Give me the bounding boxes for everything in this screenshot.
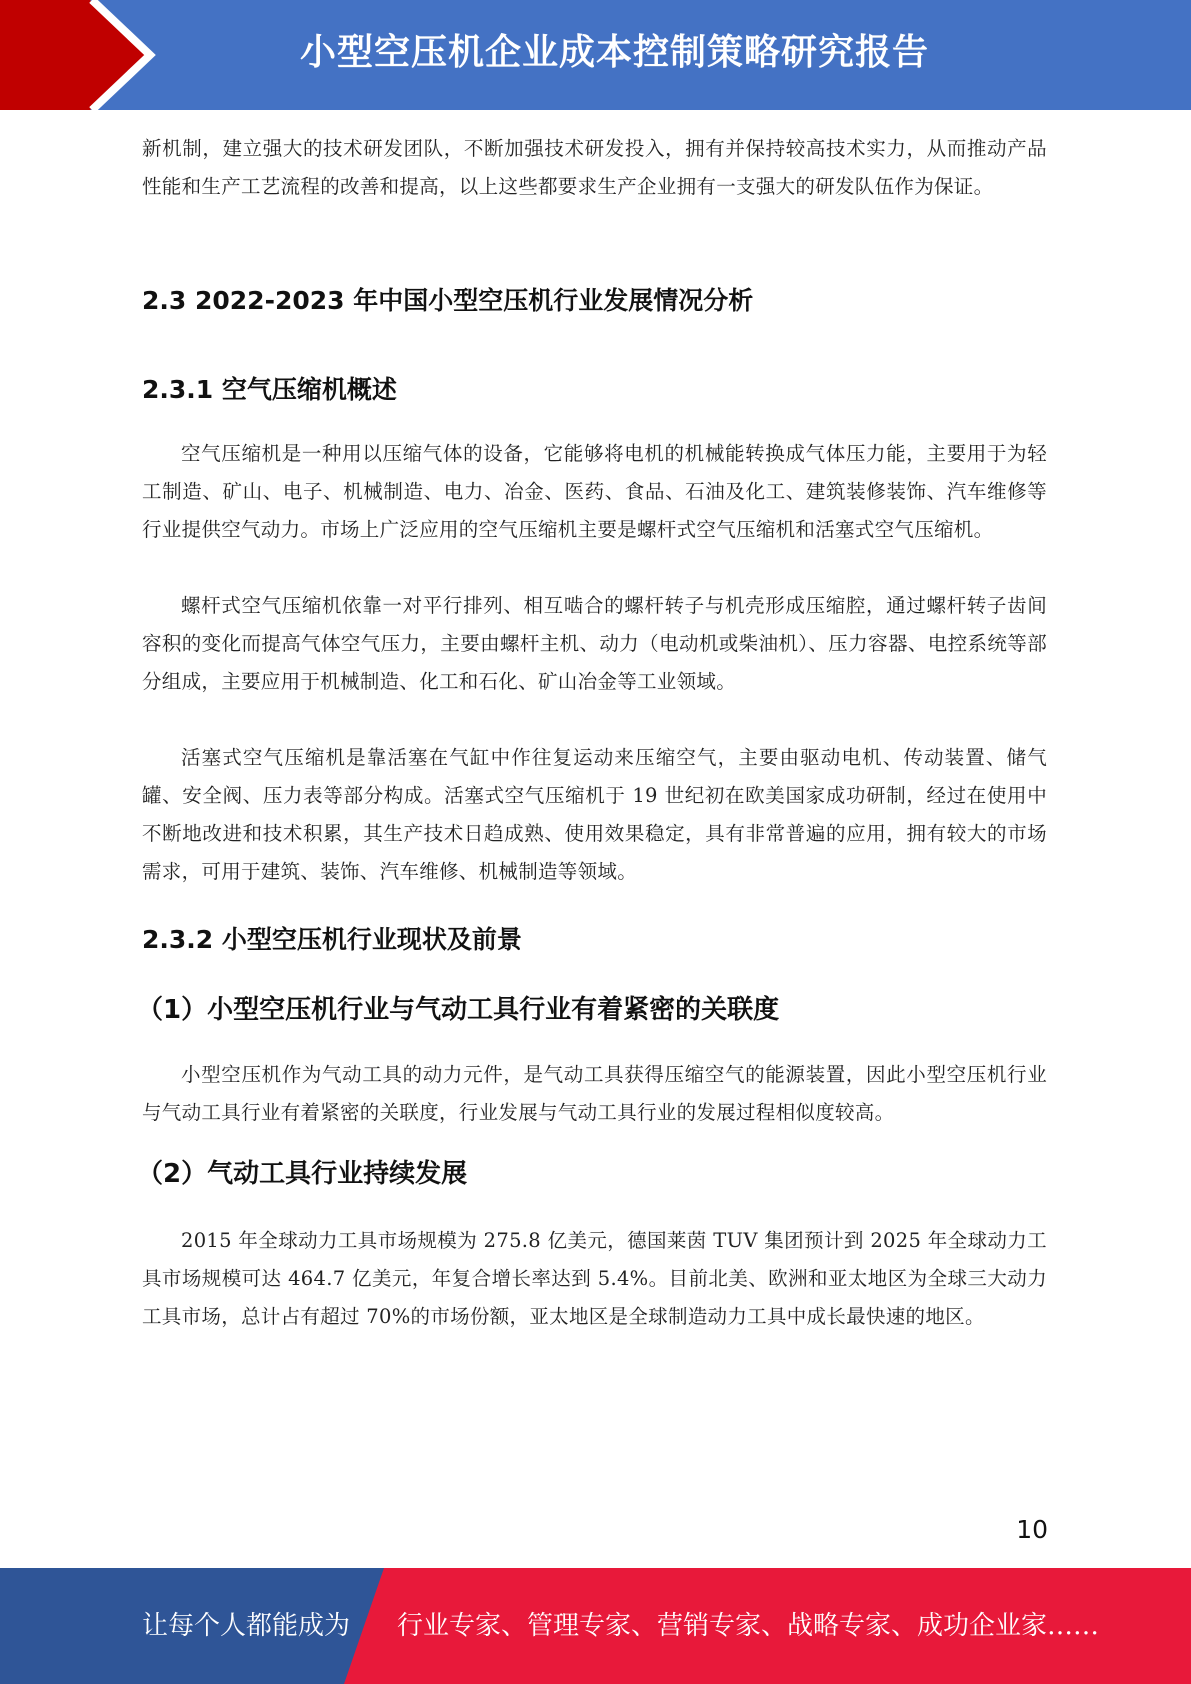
- paragraph-air-compressor-overview: 空气压缩机是一种用以压缩气体的设备，它能够将电机的机械能转换成气体压力能，主要用于为轻工制造、矿山、电子、机械制造、电力、冶金、医药、食品、石油及化工、建筑装修装饰、汽车维修等行业提供空气动力。市场上广泛应用的空气压缩机主要是螺杆式空气压缩机和活塞式空气压缩机。: [142, 442, 1047, 541]
- subheading-pneumatic-tools: （2）气动工具行业持续发展: [137, 1159, 468, 1189]
- page-header: [0, 0, 1191, 110]
- paragraph-piston-compressor: 活塞式空气压缩机是靠活塞在气缸中作往复运动来压缩空气，主要由驱动电机、传动装置、储气罐、安全阀、压力表等部分构成。活塞式空气压缩机于 19 世纪初在欧美国家成功研制，经过在使用中不断地改进和技术积累，其生产技术日趋成熟、使用效果稳定，具有非常普遍的应用，拥有较大的市场需求，可用于建筑、装饰、汽车维修、机械制造等领域。: [142, 746, 1047, 883]
- intro-paragraph: 新机制，建立强大的技术研发团队，不断加强技术研发投入，拥有并保持较高技术实力，从而推动产品性能和生产工艺流程的改善和提高，以上这些都要求生产企业拥有一支强大的研发队伍作为保证。: [142, 137, 1047, 198]
- page-content: [137, 130, 1047, 1336]
- section-heading-2-3: 2.3 2022-2023 年中国小型空压机行业发展情况分析: [142, 286, 754, 315]
- section-heading-2-3-2: 2.3.2 小型空压机行业现状及前景: [142, 925, 522, 954]
- paragraph-market-size: 2015 年全球动力工具市场规模为 275.8 亿美元，德国莱茵 TUV 集团预计到 2025 年全球动力工具市场规模可达 464.7 亿美元，年复合增长率达到 5.4%。目前北美、欧洲和亚太地区为全球三大动力工具市场，总计占有超过 70%的市场份额，亚太地区是全球制造动力工具中成长最快速的地区。: [142, 1229, 1047, 1328]
- footer-roles: 行业专家、管理专家、营销专家、战略专家、成功企业家……: [397, 1611, 1100, 1641]
- footer-slogan: 让每个人都能成为: [142, 1611, 351, 1641]
- paragraph-correlation: 小型空压机作为气动工具的动力元件，是气动工具获得压缩空气的能源装置，因此小型空压机行业与气动工具行业有着紧密的关联度，行业发展与气动工具行业的发展过程相似度较高。: [142, 1063, 1047, 1124]
- header-title: 小型空压机企业成本控制策略研究报告: [300, 32, 930, 73]
- section-heading-2-3-1: 2.3.1 空气压缩机概述: [142, 375, 397, 404]
- subheading-correlation: （1）小型空压机行业与气动工具行业有着紧密的关联度: [137, 995, 780, 1025]
- paragraph-screw-compressor: 螺杆式空气压缩机依靠一对平行排列、相互啮合的螺杆转子与机壳形成压缩腔，通过螺杆转子齿间容积的变化而提高气体空气压力，主要由螺杆主机、动力（电动机或柴油机）、压力容器、电控系统等部分组成，主要应用于机械制造、化工和石化、矿山冶金等工业领域。: [142, 594, 1047, 693]
- page-number: 10: [1016, 1515, 1048, 1544]
- page-footer: [0, 1568, 1191, 1684]
